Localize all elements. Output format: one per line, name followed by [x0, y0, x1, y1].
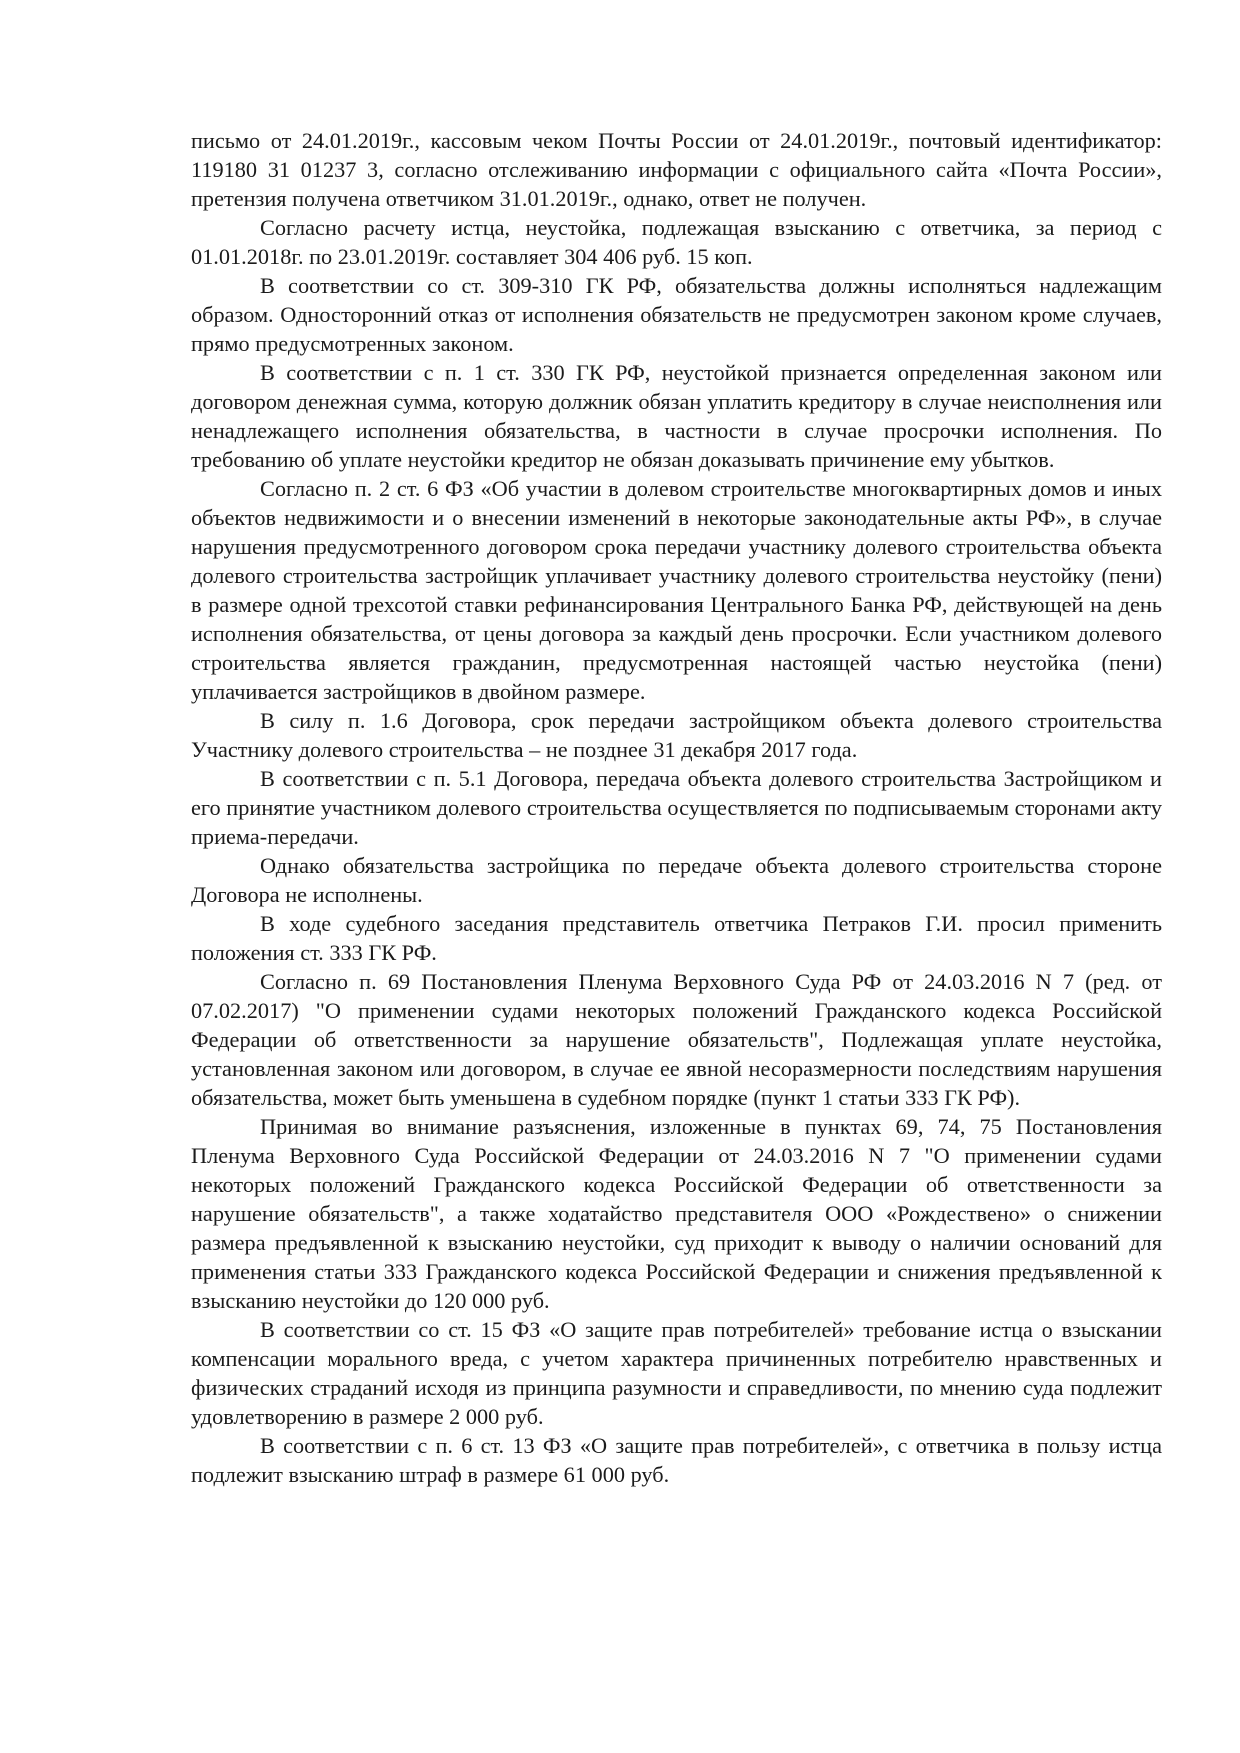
- paragraph-transfer-deadline: В силу п. 1.6 Договора, срок передачи застройщиком объекта долевого строительства Участнику долевого строительства – не позднее 31 декабря 2017 года.: [191, 708, 1162, 762]
- paragraph-penalty-calculation: Согласно расчету истца, неустойка, подлежащая взысканию с ответчика, за период с 01.01.2018г. по 23.01.2019г. составляет 304 406 руб. 15 коп.: [191, 215, 1162, 269]
- paragraph-moral-damage: В соответствии со ст. 15 ФЗ «О защите прав потребителей» требование истца о взыскании компенсации морального вреда, с учетом характера причиненных потребителю нравственных и физических страданий исходя из принципа разумности и справедливости, по мнению суда подлежит удовлетворению в размере 2 000 руб.: [191, 1317, 1162, 1429]
- paragraph-fine: В соответствии с п. 6 ст. 13 ФЗ «О защите прав потребителей», с ответчика в пользу истца подлежит взысканию штраф в размере 61 000 руб.: [191, 1433, 1162, 1487]
- paragraph-plenum-resolution: Согласно п. 69 Постановления Пленума Верховного Суда РФ от 24.03.2016 N 7 (ред. от 07.02.2017) "О применении судами некоторых положений Гражданского кодекса Российской Федерации об ответственности за нарушение обязательств", Подлежащая уплате неустойка, установленная законом или договором, в случае ее явной несоразмерности последствиям нарушения обязательства, может быть уменьшена в судебном порядке (пункт 1 статьи 333 ГК РФ).: [191, 969, 1162, 1110]
- paragraph-obligations-unfulfilled: Однако обязательства застройщика по передаче объекта долевого строительства стороне Договора не исполнены.: [191, 853, 1162, 907]
- paragraph-shared-construction-law: Согласно п. 2 ст. 6 ФЗ «Об участии в долевом строительстве многоквартирных домов и иных объектов недвижимости и о внесении изменений в некоторые законодательные акты РФ», в случае нарушения предусмотренного договором срока передачи участнику долевого строительства объекта долевого строительства застройщик уплачивает участнику долевого строительства неустойку (пени) в размере одной трехсотой ставки рефинансирования Центрального Банка РФ, действующей на день исполнения обязательства, от цены договора за каждый день просрочки. Если участником долевого строительства является гражданин, предусмотренная настоящей частью неустойка (пени) уплачивается застройщиков в двойном размере.: [191, 476, 1162, 704]
- paragraph-penalty-definition: В соответствии с п. 1 ст. 330 ГК РФ, неустойкой признается определенная законом или договором денежная сумма, которую должник обязан уплатить кредитору в случае неисполнения или ненадлежащего исполнения обязательства, в частности в случае просрочки исполнения. По требованию об уплате неустойки кредитор не обязан доказывать причинение ему убытков.: [191, 360, 1162, 472]
- paragraph-obligations: В соответствии со ст. 309-310 ГК РФ, обязательства должны исполняться надлежащим образом. Односторонний отказ от исполнения обязательств не предусмотрен законом кроме случаев, прямо предусмотренных законом.: [191, 273, 1162, 356]
- paragraph-penalty-reduction: Принимая во внимание разъяснения, изложенные в пунктах 69, 74, 75 Постановления Пленума Верховного Суда Российской Федерации от 24.03.2016 N 7 "О применении судами некоторых положений Гражданского кодекса Российской Федерации об ответственности за нарушение обязательств", а также ходатайство представителя ООО «Рождествено» о снижении размера предъявленной к взысканию неустойки, суд приходит к выводу о наличии оснований для применения статьи 333 Гражданского кодекса Российской Федерации и снижения предъявленной к взысканию неустойки до 120 000 руб.: [191, 1114, 1162, 1313]
- paragraph-transfer-act: В соответствии с п. 5.1 Договора, передача объекта долевого строительства Застройщиком и его принятие участником долевого строительства осуществляется по подписываемым сторонами акту приема-передачи.: [191, 766, 1162, 849]
- paragraph-defendant-request: В ходе судебного заседания представитель ответчика Петраков Г.И. просил применить положения ст. 333 ГК РФ.: [191, 911, 1162, 965]
- paragraph-claim-letter: письмо от 24.01.2019г., кассовым чеком Почты России от 24.01.2019г., почтовый идентификатор: 119180 31 01237 3, согласно отслеживанию информации с официального сайта «Почта России», претензия получена ответчиком 31.01.2019г., однако, ответ не получен.: [191, 128, 1162, 211]
- document-body: [191, 126, 1162, 1489]
